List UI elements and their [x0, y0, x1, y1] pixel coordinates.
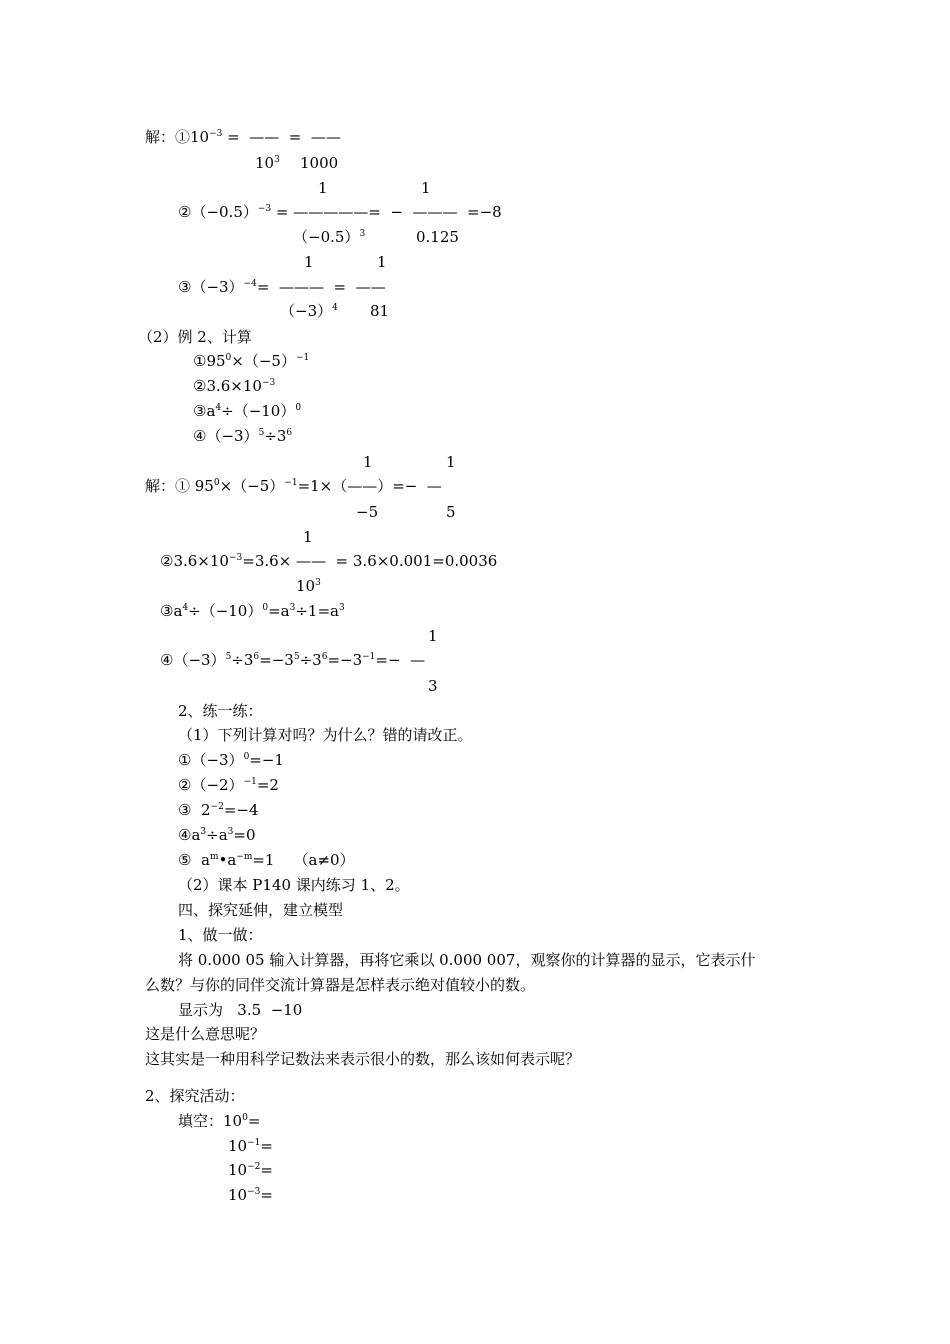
- sol2-num-s1a: 1: [363, 453, 373, 471]
- section4-display: 显示为 3.5 −10: [178, 1001, 303, 1019]
- sol2-line-1: 解：① $95^0\times(-5)^{-1}=1\times(——)=-$ —: [145, 477, 442, 495]
- sol1-line-b: $②(-0.5)^{-3}$ = —————= − ——— =−8: [178, 203, 502, 221]
- section4-title: 四、探究延伸，建立模型: [178, 901, 344, 919]
- practice-textbook: （2）课本 P140 课内练习 1、2。: [178, 876, 410, 894]
- sol1-den-a: $10^3$: [255, 154, 280, 172]
- sol2-num-s2: 1: [303, 528, 313, 546]
- example2-title: （2）例 2、计算: [138, 328, 252, 346]
- activity-fill-0: 填空：$10^0=$: [178, 1112, 261, 1130]
- sol1-num-b2: 1: [421, 179, 431, 197]
- sol1-den-c1: $(-3)^4$: [280, 302, 338, 320]
- sol1-den-b2: 0.125: [416, 228, 459, 246]
- practice-item-5: ⑤ $a^m•a^{-m}=1$ （a≠0）: [178, 851, 355, 869]
- section4-q-meaning: 这是什么意思呢？: [145, 1025, 266, 1043]
- sol1-den-a2: 1000: [300, 154, 339, 172]
- sol1-line-a: 解：$①10^{-3}$ = —— = ——: [145, 128, 341, 146]
- sol2-num-s1b: 1: [446, 453, 456, 471]
- example2-q2: $②3.6\times 10^{-3}$: [193, 377, 276, 395]
- sol1-den-b1: $(-0.5)^3$: [293, 228, 366, 246]
- section4-q-explain: 这其实是一种用科学记数法来表示很小的数，那么该如何表示呢？: [145, 1050, 581, 1068]
- sol1-line-c: $③(-3)^{-4}=$ ——— = ——: [178, 278, 386, 296]
- section4-para-2: 么数？与你的同伴交流计算器是怎样表示绝对值较小的数。: [145, 976, 536, 994]
- sol2-den-s1b: 5: [446, 503, 456, 521]
- practice-item-1: $①(-3)^0=-1$: [178, 751, 284, 769]
- sol2-den-s4: 3: [428, 677, 438, 695]
- sol2-line-3: $③a^4\div(-10)^0=a^3\div 1=a^3$: [160, 602, 345, 620]
- example2-q1: $①95^0\times(-5)^{-1}$: [193, 352, 310, 370]
- activity-title: 2、探究活动：: [145, 1087, 245, 1105]
- sol1-num-c2: 1: [377, 253, 387, 271]
- section4-para-1: 将 0.000 05 输入计算器，再将它乘以 0.000 007，观察你的计算器的显示，它表示什: [178, 951, 756, 969]
- sol1-den-c2: 81: [370, 302, 390, 320]
- sol2-line-4: $④(-3)^5\div 3^6=-3^5\div 3^6=-3^{-1}=-$ —: [160, 651, 426, 669]
- practice-item-3: ③ $2^{-2}=-4$: [178, 801, 259, 819]
- example2-q3: $③a^4\div(-10)^0$: [193, 402, 302, 420]
- sol1-num-c1: 1: [304, 253, 314, 271]
- sol2-den-s2: $10^3$: [296, 577, 321, 595]
- sol2-num-s4: 1: [428, 627, 438, 645]
- sol1-num-b1: 1: [318, 179, 328, 197]
- practice-question: （1）下列计算对吗？为什么？错的请改正。: [178, 726, 473, 744]
- activity-fill-1: $10^{-1}=$: [228, 1137, 273, 1155]
- activity-fill-3: $10^{-3}=$: [228, 1186, 273, 1204]
- sol2-den-s1a: −5: [356, 503, 379, 521]
- activity-fill-2: $10^{-2}=$: [228, 1161, 273, 1179]
- sol2-line-2: $②3.6\times 10^{-3}=3.6\times$ —— = 3.6×0.001=0.0036: [160, 552, 498, 570]
- practice-item-2: $②(-2)^{-1}=2$: [178, 776, 279, 794]
- section4-do-title: 1、做一做：: [178, 926, 263, 944]
- example2-q4: $④(-3)^5\div 3^6$: [193, 427, 293, 445]
- practice-item-4: $④a^3\div a^3=0$: [178, 826, 256, 844]
- practice-title: 2、练一练：: [178, 702, 263, 720]
